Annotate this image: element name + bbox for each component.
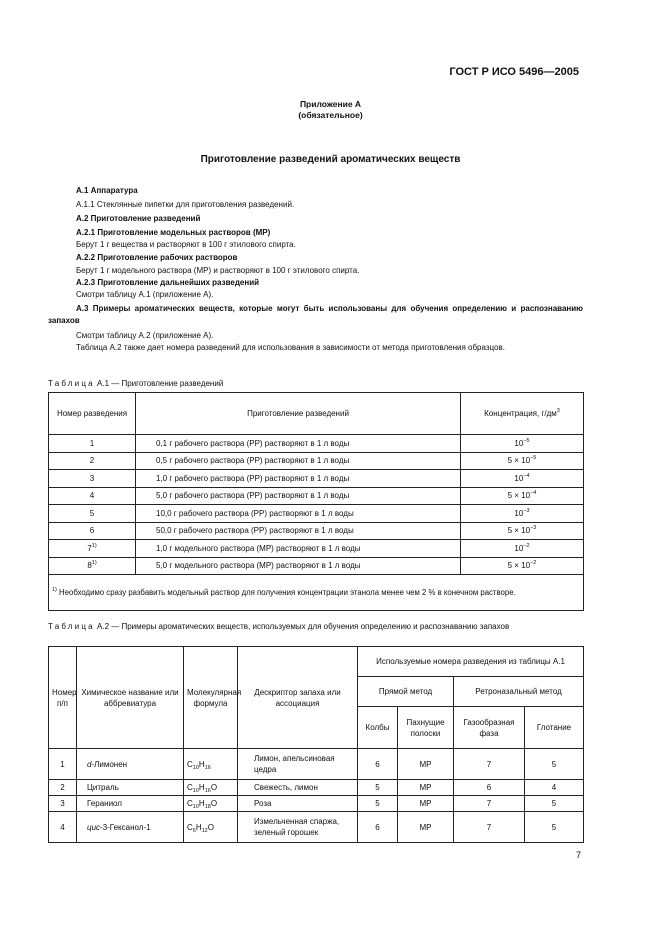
- table-a1-header-row: [49, 393, 584, 435]
- cell-flasks: 6: [358, 749, 398, 780]
- cell-strips: МР: [398, 780, 454, 796]
- section-a11-text: А.1.1 Стеклянные пипетки для приготовления разведений.: [76, 200, 295, 209]
- cell-row-number: 1: [49, 749, 77, 780]
- cell-number: 2: [49, 452, 136, 470]
- cell-row-number: 2: [49, 780, 77, 796]
- section-a23-heading: А.2.3 Приготовление дальнейших разведений: [76, 278, 260, 287]
- cell-concentration: $10^{-5}$: [461, 435, 584, 453]
- cell-preparation: 1,0 г модельного раствора (МР) растворяют в 1 л воды: [136, 540, 461, 558]
- cell-chemical-name: Гераниол: [77, 796, 184, 812]
- cell-number: 3: [49, 470, 136, 488]
- cell-row-number: 4: [49, 812, 77, 843]
- section-a23-text: Смотри таблицу А.1 (приложение А).: [76, 290, 214, 299]
- table-a2: [48, 646, 584, 843]
- cell-gas-phase: 7: [454, 749, 525, 780]
- page-title: Приготовление разведений ароматических веществ: [200, 154, 461, 165]
- table-row: [49, 487, 584, 505]
- cell-flasks: 5: [358, 796, 398, 812]
- annex-title: Приложение А: [299, 99, 362, 109]
- cell-concentration: $10^{-4}$: [461, 470, 584, 488]
- cell-descriptor: Роза: [238, 796, 358, 812]
- cell-formula: $C_{10}H_{16}$: [184, 749, 238, 780]
- table-row: [49, 522, 584, 540]
- cell-preparation: 50,0 г рабочего раствора (РР) растворяют в 1 л воды: [136, 522, 461, 540]
- cell-concentration: $5 \times 10^{-2}$: [461, 557, 584, 575]
- cell-strips: МР: [398, 796, 454, 812]
- cell-concentration: $5 \times 10^{-5}$: [461, 452, 584, 470]
- cell-concentration: $10^{-3}$: [461, 505, 584, 523]
- cell-chemical-name: d-Лимонен: [77, 749, 184, 780]
- cell-flasks: 6: [358, 812, 398, 843]
- header-number: Номер разведения: [49, 393, 136, 435]
- cell-concentration: $5 \times 10^{-3}$: [461, 522, 584, 540]
- header-chemical-name: Химическое название или аббревиатура: [77, 647, 184, 749]
- cell-flasks: 5: [358, 780, 398, 796]
- table-row: [49, 435, 584, 453]
- cell-strips: МР: [398, 812, 454, 843]
- cell-row-number: 3: [49, 796, 77, 812]
- cell-gas-phase: 6: [454, 780, 525, 796]
- header-retronasal-method: Ретроназальный метод: [454, 677, 584, 707]
- cell-number: 4: [49, 487, 136, 505]
- cell-formula: $C_{10}H_{16}O$: [184, 780, 238, 796]
- cell-formula: $C_{10}H_{18}O$: [184, 796, 238, 812]
- table-a1-caption: Таблица А.1 — Приготовление разведений: [48, 379, 224, 388]
- header-direct-method: Прямой метод: [358, 677, 454, 707]
- cell-chemical-name: цис-3-Гексанол-1: [77, 812, 184, 843]
- cell-descriptor: Лимон, апельсиновая цедра: [238, 749, 358, 780]
- page-number: 7: [575, 850, 581, 860]
- cell-preparation: 0,1 г рабочего раствора (РР) растворяют в 1 л воды: [136, 435, 461, 453]
- cell-preparation: 5,0 г рабочего раствора (РР) растворяют в 1 л воды: [136, 487, 461, 505]
- cell-number: 8$^{1)}$: [49, 557, 136, 575]
- section-a21-text: Берут 1 г вещества и растворяют в 100 г этилового спирта.: [76, 240, 296, 249]
- table-row: [49, 470, 584, 488]
- table-a2-caption: Таблица А.2 — Примеры ароматических веществ, используемых для обучения определению и распознаванию запахов: [48, 622, 510, 631]
- header-preparation: Приготовление разведений: [136, 393, 461, 435]
- cell-descriptor: Измельченная спаржа, зеленый горошек: [238, 812, 358, 843]
- cell-number: 5: [49, 505, 136, 523]
- cell-swallowing: 5: [525, 749, 584, 780]
- cell-number: 6: [49, 522, 136, 540]
- table-row: [49, 780, 584, 796]
- cell-strips: МР: [398, 749, 454, 780]
- header-flasks: Колбы: [358, 707, 398, 749]
- cell-descriptor: Свежесть, лимон: [238, 780, 358, 796]
- cell-preparation: 10,0 г рабочего раствора (РР) растворяют в 1 л воды: [136, 505, 461, 523]
- header-molecular-formula: Молекулярная формула: [184, 647, 238, 749]
- header-used-dilutions: Используемые номера разведения из таблицы А.1: [358, 647, 584, 677]
- cell-gas-phase: 7: [454, 812, 525, 843]
- cell-number: 7$^{1)}$: [49, 540, 136, 558]
- cell-preparation: 1,0 г рабочего раствора (РР) растворяют в 1 л воды: [136, 470, 461, 488]
- table-row: [49, 749, 584, 780]
- table-row: [49, 557, 584, 575]
- section-a22-heading: А.2.2 Приготовление рабочих растворов: [76, 253, 238, 262]
- cell-swallowing: 5: [525, 812, 584, 843]
- cell-number: 1: [49, 435, 136, 453]
- header-concentration: Концентрация, $г/дм^3$: [461, 393, 584, 435]
- section-a22-text: Берут 1 г модельного раствора (МР) и растворяют в 100 г этилового спирта.: [76, 266, 360, 275]
- section-a3-text-2: Таблица А.2 также дает номера разведений для использования в зависимости от метода приготовления образцов.: [76, 343, 505, 352]
- cell-gas-phase: 7: [454, 796, 525, 812]
- cell-concentration: $10^{-2}$: [461, 540, 584, 558]
- table-row: [49, 796, 584, 812]
- header-smelling-strips: Пахнущие полоски: [398, 707, 454, 749]
- table-row: [49, 505, 584, 523]
- table-row: [49, 812, 584, 843]
- table-a1: [48, 392, 584, 611]
- table-row: [49, 540, 584, 558]
- section-a1-heading: А.1 Аппаратура: [76, 186, 138, 195]
- cell-preparation: 0,5 г рабочего раствора (РР) растворяют в 1 л воды: [136, 452, 461, 470]
- cell-formula: $C_6H_{12}O$: [184, 812, 238, 843]
- section-a21-heading: А.2.1 Приготовление модельных растворов (МР): [76, 228, 271, 237]
- cell-chemical-name: Цитраль: [77, 780, 184, 796]
- section-a2-heading: А.2 Приготовление разведений: [76, 214, 201, 223]
- table-row: [49, 452, 584, 470]
- header-gas-phase: Газообразная фаза: [454, 707, 525, 749]
- section-a3-heading: А.3 Примеры ароматических веществ, которые могут быть использованы для обучения определению и распознаванию запахов: [48, 304, 583, 325]
- cell-concentration: $5 \times 10^{-4}$: [461, 487, 584, 505]
- cell-swallowing: 5: [525, 796, 584, 812]
- table-a1-footnote-row: [49, 575, 584, 611]
- header-row-number: Номер п/п: [49, 647, 77, 749]
- annex-status: (обязательное): [298, 110, 363, 120]
- header-odor-descriptor: Дескриптор запаха или ассоциация: [238, 647, 358, 749]
- cell-preparation: 5,0 г модельного раствора (МР) растворяют в 1 л воды: [136, 557, 461, 575]
- section-a3-text: Смотри таблицу А.2 (приложение А).: [76, 331, 214, 340]
- cell-swallowing: 4: [525, 780, 584, 796]
- header-swallowing: Глотание: [525, 707, 584, 749]
- document-id: ГОСТ Р ИСО 5496—2005: [449, 66, 579, 78]
- table-a1-footnote: $^{1)}$ Необходимо сразу разбавить модельный раствор для получения концентрации этанола менее чем 2 % в конечном растворе.: [49, 575, 584, 611]
